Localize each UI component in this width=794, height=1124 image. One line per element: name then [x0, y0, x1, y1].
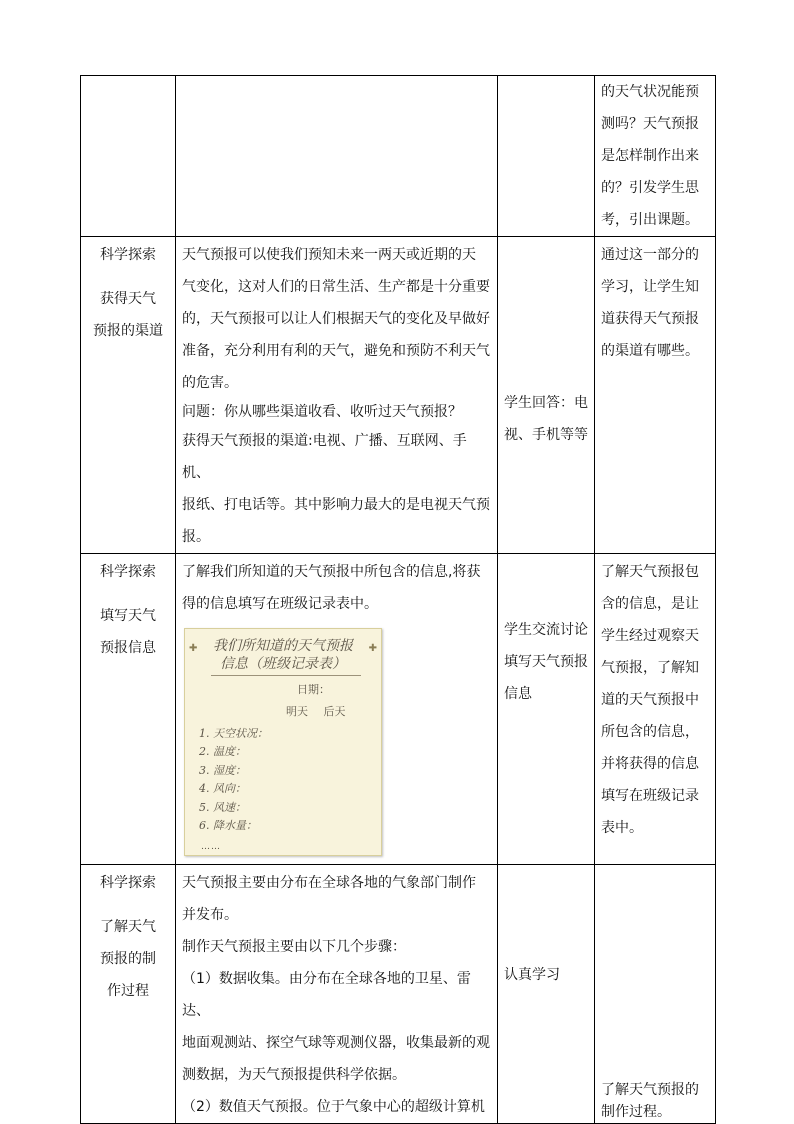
- pin-icon: ✚: [189, 643, 198, 654]
- content-line: 天气预报主要由分布在全球各地的气象部门制作: [182, 875, 476, 891]
- intent-line: 了解天气预报包: [601, 564, 699, 580]
- design-intent-cell: [595, 865, 716, 1124]
- lesson-plan-table: [80, 75, 716, 1124]
- step-label: 科学探索: [100, 247, 156, 263]
- design-intent-cell: [595, 76, 716, 237]
- intent-line: 通过这一部分的: [601, 247, 699, 263]
- intent-line: 道获得天气预报: [601, 311, 699, 327]
- content-line: 报。: [182, 529, 210, 545]
- intent-line: 制作过程。: [601, 1104, 671, 1120]
- intent-line: 填写在班级记录: [601, 788, 699, 804]
- step-label: 科学探索: [100, 875, 156, 891]
- intent-line: 的渠道有哪些。: [601, 343, 699, 359]
- content-line: 制作天气预报主要由以下几个步骤：: [182, 939, 406, 955]
- content-cell: [176, 554, 498, 865]
- intent-line: 表中。: [601, 820, 643, 836]
- intent-line: 的天气状况能预: [601, 84, 699, 100]
- content-line: 问题：你从哪些渠道收看、收听过天气预报？: [182, 404, 462, 420]
- intent-line: 考，引出课题。: [601, 212, 699, 228]
- content-cell: [176, 76, 498, 237]
- record-sheet-subtitle: 信息（班级记录表）: [220, 656, 346, 672]
- step-title: 预报信息: [100, 640, 156, 656]
- intent-line: 测吗？天气预报: [601, 116, 699, 132]
- record-item: 5. 风速：: [199, 800, 246, 814]
- record-item: 2. 温度：: [199, 745, 246, 759]
- content-line: 了解我们所知道的天气预报中所包含的信息,将获: [182, 564, 481, 580]
- intent-line: 了解天气预报的: [601, 1082, 699, 1098]
- record-sheet-items: [199, 725, 268, 835]
- content-line: 报纸、打电话等。其中影响力最大的是电视天气预: [182, 497, 490, 513]
- content-line: （1）数据收集。由分布在全球各地的卫星、雷达、: [182, 971, 471, 1019]
- record-item: 4. 风向：: [199, 782, 246, 796]
- student-line: 视、手机等等: [504, 427, 588, 443]
- table-row: [81, 865, 716, 1124]
- divider: [211, 675, 361, 676]
- intent-line: 是怎样制作出来: [601, 148, 699, 164]
- record-sheet-ellipsis: ……: [201, 842, 221, 852]
- student-line: 填写天气预报: [504, 654, 588, 670]
- content-line: （2）数值天气预报。位于气象中心的超级计算机: [182, 1099, 485, 1115]
- intent-line: 的？引发学生思: [601, 180, 699, 196]
- step-title: 预报的制: [100, 951, 156, 967]
- step-title: 了解天气: [100, 919, 156, 935]
- student-activity-cell: [498, 76, 595, 237]
- pin-icon: ✚: [368, 643, 377, 654]
- step-cell: [81, 554, 176, 865]
- table-row: [81, 76, 716, 237]
- record-sheet-title: 我们所知道的天气预报: [213, 638, 353, 654]
- content-line: 准备，充分利用有利的天气，避免和预防不利天气: [182, 343, 490, 359]
- record-item: 1. 天空状况：: [199, 727, 268, 740]
- record-item: 6. 降水量：: [199, 819, 257, 833]
- step-title: 预报的渠道: [93, 323, 163, 339]
- intent-line: 学生经过观察天: [601, 628, 699, 644]
- intent-line: 学习，让学生知: [601, 279, 699, 295]
- content-cell: [176, 237, 498, 554]
- content-line: 并发布。: [182, 907, 238, 923]
- step-cell: [81, 76, 176, 237]
- intent-line: 含的信息，是让: [601, 596, 699, 612]
- record-sheet-columns: [286, 705, 346, 719]
- content-line: 的，天气预报可以让人们根据天气的变化及早做好: [182, 311, 490, 327]
- record-sheet-date: 日期：: [297, 683, 330, 696]
- record-item: 3. 湿度：: [199, 763, 246, 777]
- student-line: 信息: [504, 686, 532, 702]
- content-line: 地面观测站、探空气球等观测仪器，收集最新的观: [182, 1035, 490, 1051]
- step-title: 获得天气: [100, 291, 156, 307]
- intent-line: 所包含的信息，: [601, 724, 699, 740]
- step-cell: [81, 237, 176, 554]
- design-intent-cell: [595, 237, 716, 554]
- student-activity-cell: [498, 237, 595, 554]
- step-cell: [81, 865, 176, 1124]
- table-row: [81, 237, 716, 554]
- record-sheet-image: [184, 628, 382, 856]
- content-line: 天气预报可以使我们预知未来一两天或近期的天: [182, 247, 476, 263]
- step-title: 作过程: [107, 983, 149, 999]
- student-activity-cell: [498, 865, 595, 1124]
- column-day-after: 后天: [323, 705, 346, 718]
- student-line: 认真学习: [504, 967, 560, 983]
- student-line: 学生交流讨论: [504, 622, 588, 638]
- content-line: 气变化，这对人们的日常生活、生产都是十分重要: [182, 279, 490, 295]
- table-row: [81, 554, 716, 865]
- intent-line: 并将获得的信息: [601, 756, 699, 772]
- content-line: 测数据，为天气预报提供科学依据。: [182, 1067, 406, 1083]
- column-tomorrow: 明天: [286, 705, 308, 718]
- student-activity-cell: [498, 554, 595, 865]
- design-intent-cell: [595, 554, 716, 865]
- step-label: 科学探索: [100, 564, 156, 580]
- content-cell: [176, 865, 498, 1124]
- intent-line: 气预报，了解知: [601, 660, 699, 676]
- content-line: 获得天气预报的渠道:电视、广播、互联网、手机、: [182, 433, 467, 481]
- step-title: 填写天气: [100, 608, 156, 624]
- content-line: 得的信息填写在班级记录表中。: [182, 596, 378, 612]
- content-line: 的危害。: [182, 375, 238, 391]
- student-line: 学生回答：电: [504, 395, 588, 411]
- intent-line: 道的天气预报中: [601, 692, 699, 708]
